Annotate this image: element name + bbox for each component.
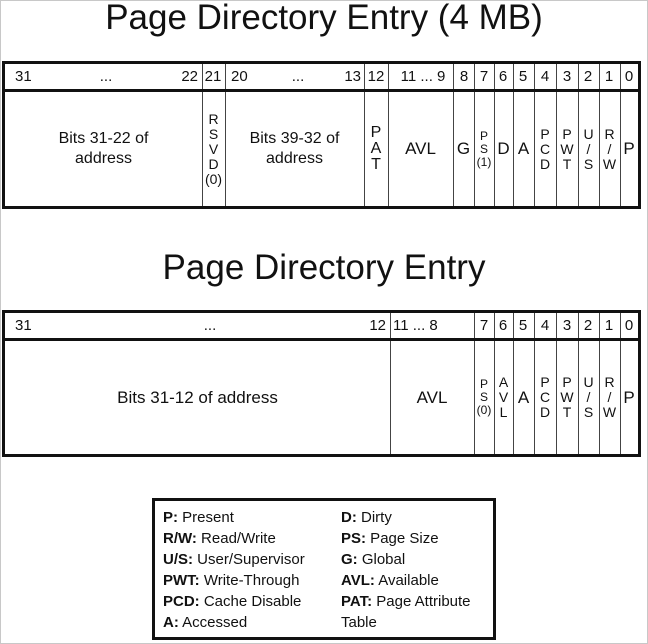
bit-20-label: 20 [231,68,248,85]
legend-item [163,570,305,591]
legend-text: Read/Write [196,530,276,547]
field-label: P [623,387,635,407]
legend-key: PAT: [341,593,373,610]
legend-text: Table [341,614,377,631]
field-label: P S (0) [476,377,492,417]
field-divider [620,92,621,206]
legend-key: G: [341,551,358,568]
field-label: AVL [416,387,448,407]
field-avl [388,92,453,206]
field-label: P C D [539,125,551,172]
bit-divider [364,64,365,89]
legend-text: User/Supervisor [193,551,305,568]
legend-item [341,507,471,528]
title-entry: Page Directory Entry [162,248,486,287]
register-4mb [2,61,641,209]
bit-divider [513,313,514,338]
legend-item [341,528,471,549]
field-label: A [517,387,530,407]
legend-item [163,549,305,570]
field-a [513,341,534,454]
bit-5-label: 5 [518,68,528,85]
bit-number-header [5,313,638,341]
bit-divider [599,64,600,89]
legend-key: P: [163,509,178,526]
bit-divider [620,313,621,338]
legend-text: Page Attribute [372,593,471,610]
bit-divider [494,313,495,338]
field-label: A [517,139,530,158]
bit-divider [474,64,475,89]
bit-dots-label: ... [291,68,305,85]
legend-key: U/S: [163,551,193,568]
bit-1-label: 1 [604,317,614,334]
bit-divider [556,64,557,89]
field-p [620,341,638,454]
legend-box [152,498,496,640]
field-a [513,92,534,206]
bit-2-label: 2 [583,68,593,85]
field-label: U / S [583,374,594,420]
bit-8-label: 8 [459,68,469,85]
field-ps [474,92,494,206]
field-pcd [534,92,556,206]
legend-text: Page Size [366,530,439,547]
bit-divider [494,64,495,89]
field-ps [474,341,494,454]
field-avl-bit [494,341,513,454]
field-label: Bits 31-12 of address [117,387,278,407]
field-divider [599,92,600,206]
field-label: P C D [539,374,551,420]
field-divider [620,341,621,454]
bit-6-label: 6 [498,317,508,334]
bit-dots-label: ... [99,68,113,85]
field-divider [474,92,475,206]
field-divider [474,341,475,454]
field-label: U / S [583,125,594,172]
field-d [494,92,513,206]
bit-divider [534,64,535,89]
field-rw [599,341,620,454]
bit-12-label: 12 [369,317,386,334]
bit-4-label: 4 [540,68,550,85]
bit-7-label: 7 [479,317,489,334]
bit-number-header [5,64,638,92]
field-divider [556,341,557,454]
field-label: D [497,139,510,158]
field-label: R / W [602,374,617,420]
field-label: A V L [498,374,509,420]
bit-divider [390,313,391,338]
legend-item [341,591,471,612]
bit-21-label: 21 [204,68,222,85]
field-divider [225,92,226,206]
field-label: P W T [560,374,574,420]
bit-0-label: 0 [624,68,634,85]
field-divider [453,92,454,206]
field-avl [390,341,474,454]
bit-divider [513,64,514,89]
bit-divider [534,313,535,338]
field-divider [390,341,391,454]
bit-22-label: 22 [181,68,198,85]
bit-31-label: 31 [15,68,32,85]
bit-2-label: 2 [583,317,593,334]
bit-7-label: 7 [479,68,489,85]
bit-divider [556,313,557,338]
field-divider [578,92,579,206]
field-label: Bits 31-22 of address [58,130,149,167]
legend-item [163,591,305,612]
field-pat [364,92,388,206]
bit-divider [474,313,475,338]
bit-11-8-label: 11 ... 8 [393,317,438,334]
bit-5-label: 5 [518,317,528,334]
field-divider [599,341,600,454]
legend-key: D: [341,509,357,526]
field-divider [534,92,535,206]
bit-divider [453,64,454,89]
field-g [453,92,474,206]
bit-3-label: 3 [562,317,572,334]
field-label: Bits 39-32 of address [249,130,340,167]
field-pwt [556,92,578,206]
field-address-bits-39-32 [225,92,364,206]
bit-divider [578,313,579,338]
legend-text: Cache Disable [199,593,302,610]
bit-divider [202,64,203,89]
field-divider [202,92,203,206]
field-divider [513,341,514,454]
field-row [5,92,638,206]
bit-31-label: 31 [15,317,32,334]
legend-column-left [163,507,305,633]
bit-3-label: 3 [562,68,572,85]
legend-text: Available [374,572,439,589]
legend-key: A: [163,614,179,631]
field-us [578,341,599,454]
bit-divider [225,64,226,89]
bit-dots-label: ... [203,317,217,334]
field-label: R / W [602,125,617,172]
field-address-bits-31-22 [5,92,202,206]
title-4mb-entry: Page Directory Entry (4 MB) [105,0,543,37]
field-label: P W T [560,125,574,172]
field-divider [578,341,579,454]
legend-text: Present [178,509,234,526]
legend-item [163,612,305,633]
legend-item [341,549,471,570]
legend-item [163,507,305,528]
bit-divider [620,64,621,89]
legend-column-right [341,507,471,633]
field-address-bits-31-12 [5,341,390,454]
field-label: G [456,139,471,158]
legend-key: R/W: [163,530,197,547]
field-divider [364,92,365,206]
legend-key: AVL: [341,572,375,589]
field-pwt [556,341,578,454]
field-label: P A T [370,124,382,173]
field-divider [494,341,495,454]
bit-divider [388,64,389,89]
field-rw [599,92,620,206]
field-label: P S (1) [476,128,492,169]
legend-key: PS: [341,530,367,547]
field-pcd [534,341,556,454]
bit-divider [599,313,600,338]
legend-item [163,528,305,549]
bit-11-9-label: 11 ... 9 [400,68,446,85]
field-rsvd [202,92,225,206]
field-divider [388,92,389,206]
bit-13-label: 13 [344,68,361,85]
bit-0-label: 0 [624,317,634,334]
field-us [578,92,599,206]
register-4kb [2,310,641,457]
legend-key: PWT: [163,572,200,589]
field-p [620,92,638,206]
field-row [5,341,638,454]
legend-text: Accessed [178,614,248,631]
legend-key: PCD: [163,593,200,610]
legend-text: Dirty [356,509,392,526]
bit-1-label: 1 [604,68,614,85]
legend-item [341,612,471,633]
bit-4-label: 4 [540,317,550,334]
bit-12-label: 12 [367,68,385,85]
legend-text: Write-Through [199,572,300,589]
legend-text: Global [357,551,406,568]
field-label: R S V D (0) [204,110,223,187]
field-divider [534,341,535,454]
field-divider [494,92,495,206]
field-label: P [623,139,635,158]
bit-divider [578,64,579,89]
field-label: AVL [405,139,436,158]
field-divider [556,92,557,206]
bit-6-label: 6 [498,68,508,85]
legend-item [341,570,471,591]
field-divider [513,92,514,206]
